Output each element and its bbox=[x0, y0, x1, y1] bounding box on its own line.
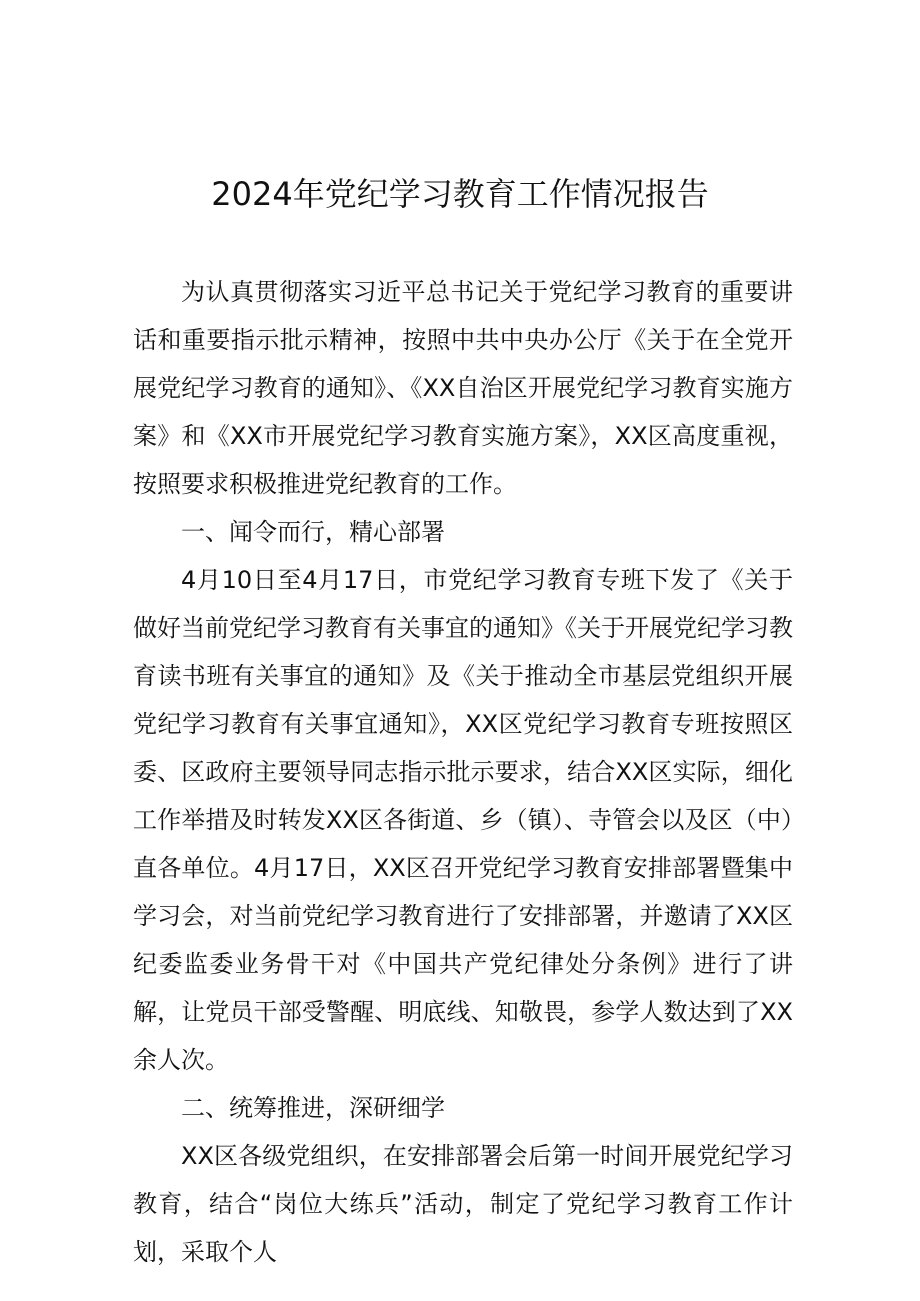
section-heading-2: 二、统筹推进，深研细学 bbox=[181, 1094, 445, 1122]
section-1-paragraph: 4月10日至4月17日，市党纪学习教育专班下发了《关于做好当前党纪学习教育有关事宜的通知》《关于开展党纪学习教育读书班有关事宜的通知》及《关于推动全市基层党组织开展党纪学习教育有关事宜通知》，XX区党纪学习教育专班按照区委、区政府主要领导同志指示批示要求，结合XX区实际，细化工作举措及时转发XX区各街道、乡（镇）、寺管会以及区（中）直各单位。4月17日，XX区召开党纪学习教育安排部署暨集中学习会，对当前党纪学习教育进行了安排部署，并邀请了XX区纪委监委业务骨干对《中国共产党纪律处分条例》进行了讲解，让党员干部受警醒、明底线、知敬畏，参学人数达到了XX余人次。 bbox=[133, 566, 793, 1074]
section-2-paragraph: XX区各级党组织，在安排部署会后第一时间开展党纪学习教育，结合“岗位大练兵”活动，制定了党纪学习教育工作计划，采取个人 bbox=[133, 1142, 793, 1266]
section-heading-1: 一、闻令而行，精心部署 bbox=[181, 518, 445, 546]
document-body bbox=[133, 268, 793, 1276]
document-title: 2024年党纪学习教育工作情况报告 bbox=[211, 175, 709, 213]
intro-paragraph: 为认真贯彻落实习近平总书记关于党纪学习教育的重要讲话和重要指示批示精神，按照中共中央办公厅《关于在全党开展党纪学习教育的通知》、《XX自治区开展党纪学习教育实施方案》和《XX市开展党纪学习教育实施方案》，XX区高度重视，按照要求积极推进党纪教育的工作。 bbox=[133, 278, 793, 498]
